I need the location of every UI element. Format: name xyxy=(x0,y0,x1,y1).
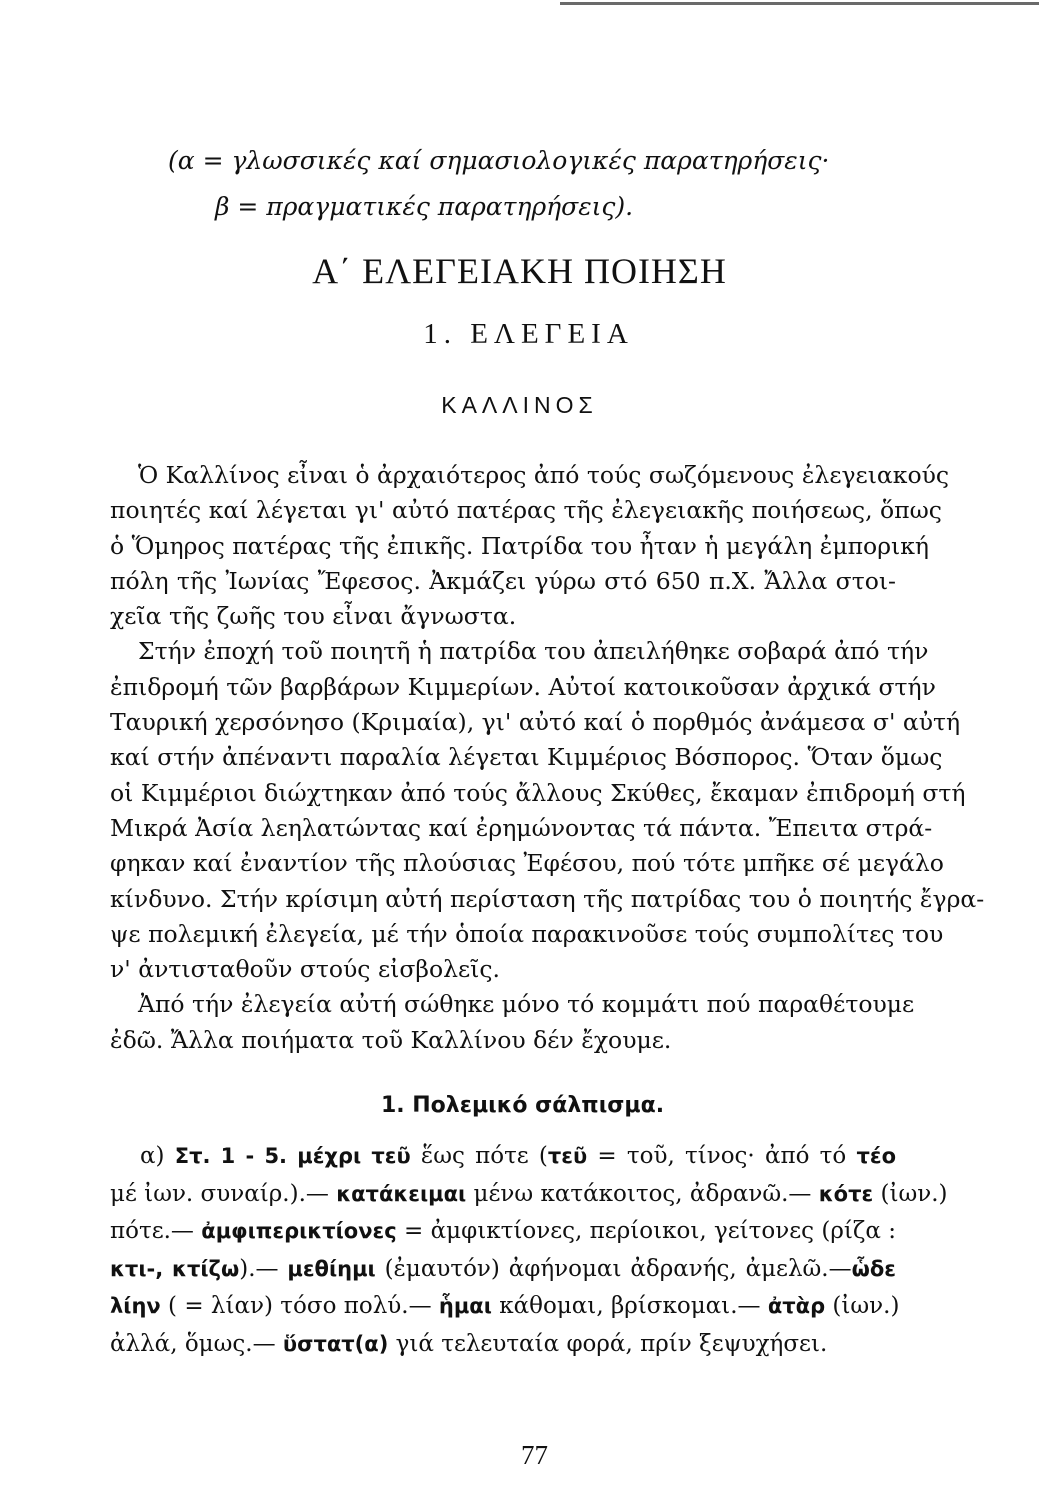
text-line: ποιητές καί λέγεται γι' αὐτό πατέρας τῆς ἐλεγειακῆς ποιήσεως, ὅπως xyxy=(110,496,942,525)
scan-top-edge-line xyxy=(560,2,1039,5)
note-lemma: ἀμφιπερικτίονες xyxy=(201,1219,397,1243)
note-text: = ἀμφικτίονες, περίοικοι, γείτονες (ρίζα : xyxy=(396,1218,896,1244)
text-line: Μικρά Ἀσία λεηλατώντας καί ἐρημώνοντας τά πάντα. Ἔπειτα στρά- xyxy=(110,813,933,842)
text-line: οἱ Κιμμέριοι διώχτηκαν ἀπό τούς ἄλλους Σκύθες, ἔκαμαν ἐπιδρομή στή xyxy=(110,778,966,807)
abbreviation-line-alpha: (α = γλωσσικές καί σημασιολογικές παρατηρήσεις· xyxy=(168,146,830,175)
note-text: μέ ἰων. συναίρ.).— xyxy=(110,1180,337,1207)
text-line: ὁ Ὅμηρος πατέρας τῆς ἐπικῆς. Πατρίδα του ἦταν ἡ μεγάλη ἐμπορική xyxy=(110,531,929,560)
note-lemma: κτι-, κτίζω xyxy=(110,1256,240,1281)
section-title: 1. ΕΛΕΓΕΙΑ xyxy=(423,318,634,350)
note-text: (ἐμαυτόν) ἀφήνομαι ἀδρανής, ἀμελῶ.— xyxy=(375,1255,852,1282)
text-line: Ἀπό τήν ἐλεγεία αὐτή σώθηκε μόνο τό κομμάτι πού παραθέτουμε xyxy=(138,990,915,1019)
text-line: καί στήν ἀπέναντι παραλία λέγεται Κιμμέριος Βόσπορος. Ὅταν ὅμως xyxy=(110,743,943,772)
note-text: α) xyxy=(140,1143,175,1169)
note-text: ἀλλά, ὅμως.— xyxy=(110,1330,283,1357)
note-lemma: ἀτὰρ xyxy=(767,1294,826,1318)
abbreviation-line-beta: β = πραγματικές παρατηρήσεις). xyxy=(215,192,634,221)
note-lemma: τέο xyxy=(856,1144,897,1168)
note-lemma: ἧμαι xyxy=(438,1294,492,1318)
note-text: = τοῦ, τίνος· ἀπό τό xyxy=(587,1143,857,1169)
note-line xyxy=(110,1288,900,1326)
text-line: Ὁ Καλλίνος εἶναι ὁ ἀρχαιότερος ἀπό τούς σωζόμενους ἐλεγειακούς xyxy=(138,461,950,489)
note-line xyxy=(110,1176,948,1214)
note-lemma: μέχρι τεῦ xyxy=(297,1144,411,1168)
text-line: φηκαν καί ἐναντίον τῆς πλούσιας Ἐφέσου, πού τότε μπῆκε σέ μεγάλο xyxy=(110,849,944,878)
note-lemma: Στ. 1 - 5. xyxy=(174,1144,288,1168)
note-line xyxy=(110,1138,896,1176)
note-line xyxy=(110,1326,896,1364)
note-text: (ἰων.) xyxy=(873,1180,948,1207)
note-lemma: ὧδε xyxy=(851,1256,896,1281)
author-heading: ΚΑΛΛΙΝΟΣ xyxy=(441,392,598,418)
note-lemma: ὕστατ(α) xyxy=(282,1331,389,1356)
intro-text xyxy=(110,458,985,1058)
note-text: ).— xyxy=(239,1255,288,1282)
note-text xyxy=(287,1143,297,1169)
text-line: ἐδῶ. Ἄλλα ποιήματα τοῦ Καλλίνου δέν ἔχουμε. xyxy=(110,1025,672,1054)
note-line xyxy=(110,1251,896,1289)
abbreviation-note xyxy=(160,138,880,230)
text-line: χεῖα τῆς ζωῆς του εἶναι ἄγνωστα. xyxy=(110,602,517,631)
note-lemma: τεῦ xyxy=(547,1144,588,1168)
chapter-title: Α΄ ΕΛΕΓΕΙΑΚΗ ΠΟΙΗΣΗ xyxy=(312,251,727,291)
note-lemma: λίην xyxy=(110,1294,161,1318)
note-text: ( = λίαν) τόσο πολύ.— xyxy=(160,1293,439,1319)
text-line: Ταυρική χερσόνησο (Κριμαία), γι' αὐτό καί ὁ πορθμός ἀνάμεσα σ' αὐτή xyxy=(110,708,961,737)
note-text: (ἰων.) xyxy=(825,1293,900,1319)
text-line: ν' ἀντισταθοῦν στούς εἰσβολεῖς. xyxy=(110,955,501,984)
text-line: ψε πολεμική ἐλεγεία, μέ τήν ὁποία παρακινοῦσε τούς συμπολίτες του xyxy=(110,919,944,948)
page-number: 77 xyxy=(521,1440,548,1470)
text-line: πόλη τῆς Ἰωνίας Ἔφεσος. Ἀκμάζει γύρω στό 650 π.Χ. Ἄλλα στοι- xyxy=(110,566,896,595)
text-line: κίνδυνο. Στήν κρίσιμη αὐτή περίσταση τῆς πατρίδας του ὁ ποιητής ἔγρα- xyxy=(110,884,985,913)
poem-title: 1. Πολεμικό σάλπισμα. xyxy=(380,1093,665,1118)
note-line xyxy=(110,1213,896,1251)
note-lemma: κατάκειμαι xyxy=(336,1181,467,1206)
commentary-notes xyxy=(110,1138,948,1363)
note-lemma: μεθίημι xyxy=(287,1256,376,1281)
note-text: γιά τελευταία φορά, πρίν ξεψυχήσει. xyxy=(388,1330,828,1357)
note-text: μένω κατάκοιτος, ἀδρανῶ.— xyxy=(466,1180,819,1207)
note-text: πότε.— xyxy=(110,1218,202,1244)
note-text: κάθομαι, βρίσκομαι.— xyxy=(491,1293,768,1319)
text-line: Στήν ἐποχή τοῦ ποιητῆ ἡ πατρίδα του ἀπειλήθηκε σοβαρά ἀπό τήν xyxy=(138,637,929,666)
note-text: ἕως πότε ( xyxy=(410,1143,548,1169)
note-lemma: κότε xyxy=(818,1181,874,1206)
text-line: ἐπιδρομή τῶν βαρβάρων Κιμμερίων. Αὐτοί κατοικοῦσαν ἀρχικά στήν xyxy=(110,672,936,701)
